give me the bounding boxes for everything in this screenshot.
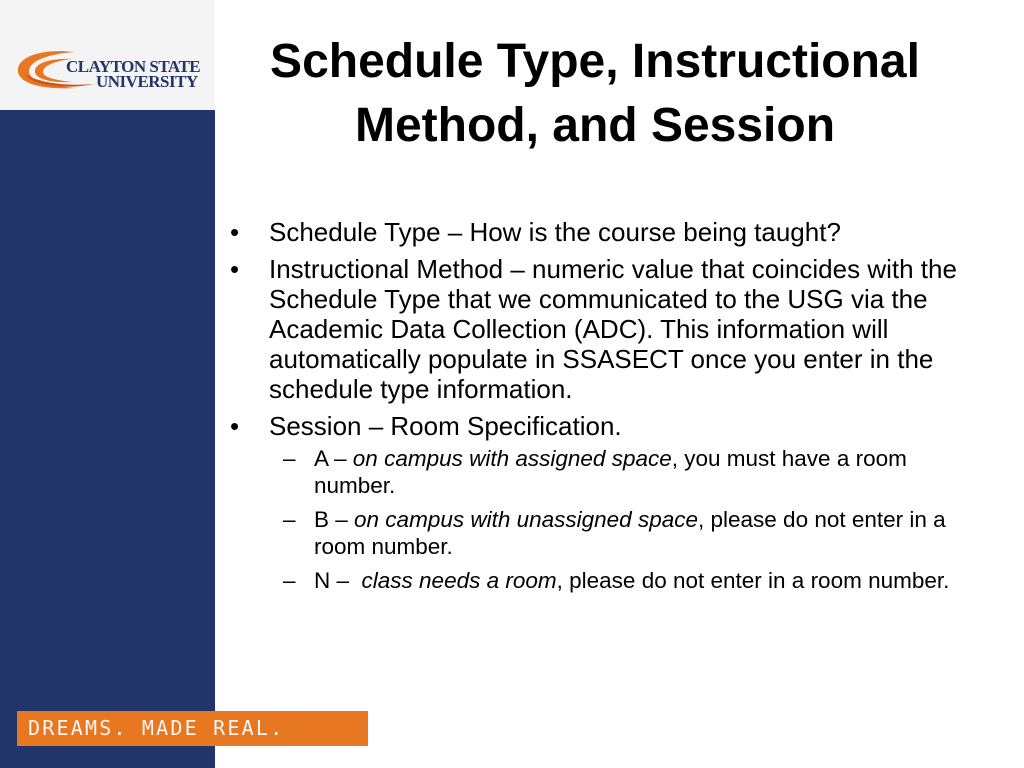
sub-bullet-a	[269, 445, 978, 499]
logo-text-line1: CLAYTON STATE	[66, 57, 201, 76]
sub-bullet-rest: , please do not enter in a room number.	[314, 507, 946, 559]
session-sub-list	[269, 445, 978, 594]
sub-bullet-rest: , you must have a room number.	[314, 446, 907, 498]
sub-bullet-b	[269, 506, 978, 560]
sub-bullet-emphasis: on campus with assigned space	[352, 446, 672, 471]
sub-bullet-prefix: B –	[314, 507, 355, 532]
bullet-session-text: Session – Room Specification.	[269, 411, 622, 441]
sub-bullet-emphasis: on campus with unassigned space	[354, 507, 698, 532]
bullet-schedule-type: • Schedule Type – How is the course being taught?	[228, 217, 978, 247]
logo-text-line2: UNIVERSITY	[96, 72, 198, 91]
university-logo	[0, 0, 215, 110]
sidebar	[0, 0, 215, 768]
tagline-banner: DREAMS. MADE REAL.	[17, 711, 368, 746]
sub-bullet-prefix: N –	[314, 568, 362, 593]
slide-title: Schedule Type, Instructional Method, and Session	[270, 35, 920, 152]
bullet-session	[228, 411, 978, 594]
sub-bullet-n	[269, 567, 978, 594]
bullet-instructional-method: • Instructional Method – numeric value that coincides with the Schedule Type that we communicated to the USG via the Academic Data Collection (ADC). This information will automatically populate in SSASECT once you enter in the schedule type information.	[228, 254, 978, 404]
sub-bullet-prefix: A –	[314, 446, 353, 471]
bullet-list	[228, 217, 978, 601]
sub-bullet-rest: , please do not enter in a room number.	[556, 568, 950, 593]
sub-bullet-emphasis: class needs a room	[361, 568, 557, 593]
